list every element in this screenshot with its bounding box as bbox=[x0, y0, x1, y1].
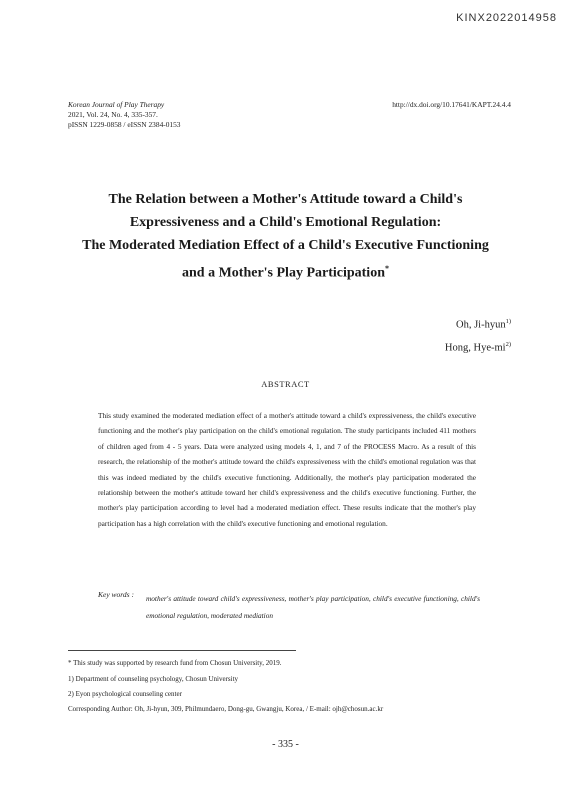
abstract-heading: ABSTRACT bbox=[261, 379, 310, 389]
title-line-2: Expressiveness and a Child's Emotional Regulation: bbox=[129, 215, 442, 230]
title-line-1: The Relation between a Mother's Attitude toward a Child's bbox=[108, 192, 463, 207]
journal-info bbox=[68, 100, 181, 130]
page-number: - 335 - bbox=[272, 739, 299, 750]
abstract-text: This study examined the moderated mediation effect of a mother's attitude toward a child's expressiveness, the child's executive functioning and the mother's play participation on the child's emotional regulation. The study participants included 411 mothers of children aged from 4 - 5 years. Data were analyzed using models 4, 1, and 7 of the PROCESS Macro. As a result of this research, the relationship of the mother's attitude toward the child's expressiveness with the child's emotional regulation was that this was indeed mediated by the child's executive functioning. Additionally, the mother's play participation moderated the relationship between the mother's attitude toward her child's expressiveness and the child's executive functioning. Further, the mother's play participation according to level had a moderated mediation effect. These results indicate that the mother's play participation has a high correlation with the child's executive functioning and emotional regulation. bbox=[98, 411, 476, 528]
document-id: KINX2022014958 bbox=[456, 12, 557, 24]
author-2 bbox=[445, 341, 511, 354]
paper-title bbox=[30, 188, 541, 285]
author-2-name: Hong, Hye-mi bbox=[444, 342, 506, 354]
title-footnote-mark: * bbox=[385, 264, 389, 273]
author-1 bbox=[456, 318, 511, 331]
footnote-funding: * This study was supported by research fund from Chosun University, 2019. bbox=[68, 659, 282, 667]
footnote-corresponding-author: Corresponding Author: Oh, Ji-hyun, 309, Philmundaero, Dong-gu, Gwangju, Korea, / E-mail: ojh@chosun.ac.kr bbox=[68, 705, 384, 713]
journal-volume: 2021, Vol. 24, No. 4, 335-357. bbox=[68, 110, 158, 119]
title-line-4-text: and a Mother's Play Participation bbox=[182, 265, 385, 281]
author-2-affiliation-mark: 2) bbox=[505, 341, 511, 348]
footnote-affiliation-2: 2) Eyon psychological counseling center bbox=[68, 690, 182, 698]
journal-issn: pISSN 1229-0858 / eISSN 2384-0153 bbox=[68, 120, 181, 129]
keywords-text: mother's attitude toward child's expressiveness, mother's play participation, child's executive functioning, child's emotional regulation, moderated mediation bbox=[146, 594, 480, 620]
footnote-divider bbox=[68, 650, 296, 651]
author-1-name: Oh, Ji-hyun bbox=[455, 319, 506, 331]
doi-link[interactable]: http://dx.doi.org/10.17641/KAPT.24.4.4 bbox=[392, 100, 511, 109]
title-line-4 bbox=[30, 257, 541, 285]
title-line-3: The Moderated Mediation Effect of a Child's Executive Functioning bbox=[82, 238, 489, 253]
footnote-affiliation-1: 1) Department of counseling psychology, Chosun University bbox=[68, 675, 239, 683]
author-1-affiliation-mark: 1) bbox=[505, 318, 511, 325]
journal-name: Korean Journal of Play Therapy bbox=[68, 100, 165, 109]
keywords-label: Key words : bbox=[98, 590, 134, 599]
